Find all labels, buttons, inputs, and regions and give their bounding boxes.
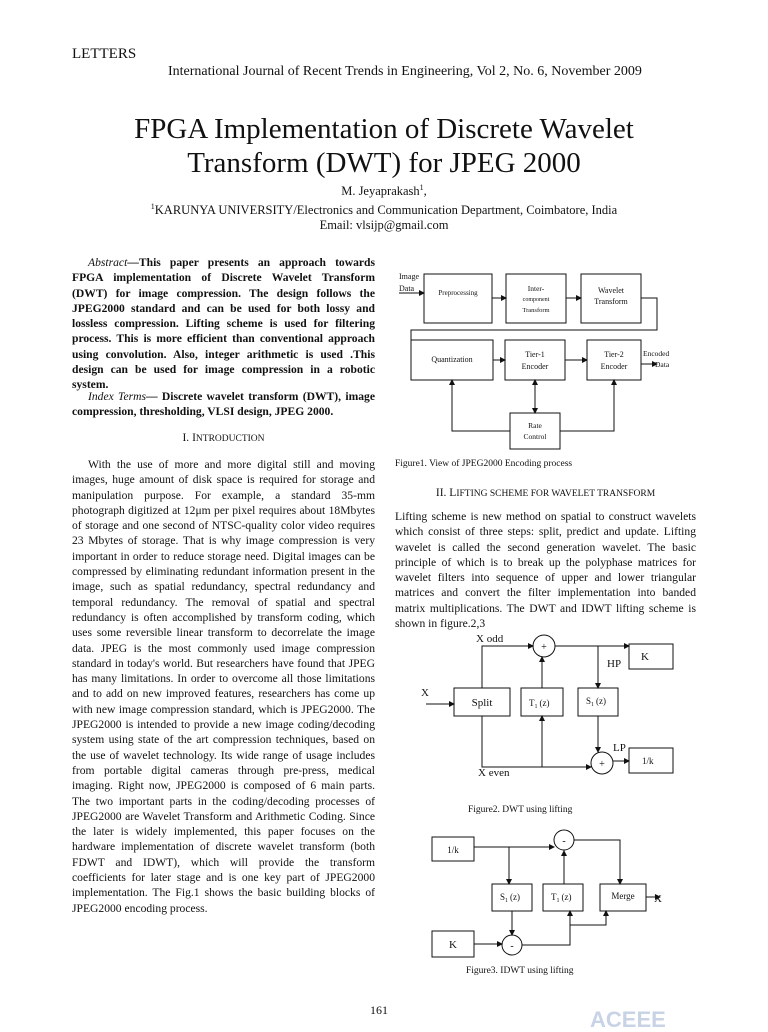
rate-control-box xyxy=(510,413,560,449)
fig1-inter-label-1: Inter- xyxy=(527,284,545,293)
lp-label: LP xyxy=(613,742,626,754)
section-title-rest: NTRODUCTION xyxy=(195,434,265,444)
fig1-tier2-label-1: Tier-2 xyxy=(604,350,624,359)
fig1-wavelet-label-1: Wavelet xyxy=(597,286,625,295)
section-first-letter: I xyxy=(192,432,196,444)
fig1-tier1-label-2: Encoder xyxy=(521,362,549,371)
fig1-wavelet-label-2: Transform xyxy=(594,297,628,306)
author-name: M. Jeyaprakash xyxy=(341,184,420,199)
fig1-inter-label-3: Transform xyxy=(522,307,550,314)
abstract-label: Abstract xyxy=(88,256,128,269)
index-terms xyxy=(72,389,375,420)
s1-label xyxy=(500,892,520,904)
figure-2-caption: Figure2. DWT using lifting xyxy=(468,805,573,815)
fig1-tier2-label-2: Encoder xyxy=(600,362,628,371)
t1-label xyxy=(529,698,550,710)
journal-header: International Journal of Recent Trends in Engineering, Vol 2, No. 6, November 2009 xyxy=(168,64,642,79)
affiliation: KARUNYA UNIVERSITY/Electronics and Communication Department, Coimbatore, India xyxy=(154,203,618,218)
t1-label xyxy=(551,892,572,904)
author-email: Email: vlsijp@gmail.com xyxy=(319,218,449,233)
x-odd-label: X odd xyxy=(476,633,504,645)
tier2-encoder-box xyxy=(587,340,641,380)
fig1-preprocessing-label: Preprocessing xyxy=(438,289,478,297)
inv-k-label: 1/k xyxy=(447,845,459,855)
section-title-rest: IFTING SCHEME FOR WAVELET TRANSFORM xyxy=(456,489,656,499)
page-number: 161 xyxy=(370,1003,388,1017)
figure-3-caption: Figure3. IDWT using lifting xyxy=(466,966,574,976)
author-superscript: 1 xyxy=(419,183,424,192)
section-number: II. xyxy=(435,487,450,499)
section-heading-lifting xyxy=(395,487,696,499)
plus-bottom-label: + xyxy=(599,759,605,770)
abstract-dash: — xyxy=(127,256,139,269)
s-symbol: S xyxy=(586,696,592,706)
k-box xyxy=(629,644,673,669)
index-terms-dash: — xyxy=(145,390,162,403)
s-symbol: S xyxy=(500,892,506,902)
section-heading-introduction xyxy=(72,432,375,444)
lifting-paragraph: Lifting scheme is new method on spatial to construct wavelets which consist of three steps: split, predict and update. Lifting wavelet is called the second generation wavelet. The basic principle of which is to break up the polyphase matrices for wavelet filters into sequence of upper and lower triangular matrices and convert the filter implementation into banded matrix multiplications. The DWT and IDWT lifting scheme is shown in figure.2,3 xyxy=(395,510,696,631)
s-argument: (z) xyxy=(510,892,521,902)
minus-bottom-label: - xyxy=(510,941,514,952)
k-label: K xyxy=(641,651,649,663)
figure-1-diagram xyxy=(395,268,696,454)
abstract xyxy=(72,255,375,393)
fig1-output-label-2: Data xyxy=(655,360,670,369)
publisher-logo: ACEEE xyxy=(590,1007,666,1032)
affiliation-line xyxy=(40,199,728,218)
t-symbol: T xyxy=(551,892,557,902)
t-argument: (z) xyxy=(539,698,550,708)
index-terms-text: Discrete wavelet transform (DWT), image compression, thresholding, VLSI design, JPEG 2000. xyxy=(72,390,375,419)
section-first-letter: L xyxy=(449,487,457,499)
figure-2-diagram xyxy=(414,630,696,780)
s-subscript: 1 xyxy=(505,898,509,904)
k-label: K xyxy=(449,939,457,951)
x-input-label: X xyxy=(421,687,429,699)
author-name-suffix: , xyxy=(423,184,427,199)
figure-3-diagram xyxy=(430,825,696,965)
t-subscript: 1 xyxy=(534,704,538,710)
figure-1-caption: Figure1. View of JPEG2000 Encoding process xyxy=(395,459,573,469)
fig1-rate-label-2: Control xyxy=(523,432,547,441)
split-label: Split xyxy=(471,697,493,709)
merge-label: Merge xyxy=(611,891,635,901)
t-symbol: T xyxy=(529,698,535,708)
t-subscript: 1 xyxy=(556,898,560,904)
abstract-text: This paper presents an approach towards FPGA implementation of Discrete Wavelet Transform (DWT) for image compression. The design follows the JPEG2000 standard and can be used for both lossy and lossless compression. Lifting scheme is used for filtering process. This is more efficient than conventional approach using convolution. Also, integer arithmetic is used .This design can be used for image compression in a robotic system. xyxy=(72,256,375,392)
preprocessing-box xyxy=(424,274,492,323)
plus-top-label: + xyxy=(541,642,547,653)
author-name-line xyxy=(40,180,728,199)
fig1-input-label-2: Data xyxy=(399,284,415,293)
introduction-paragraph: With the use of more and more digital still and moving images, huge amount of disk space is required for storage and manipulation purpose. For example, a standard 35-mm photograph digitized at 12μm per pixel requires about 18Mbytes of storage and one second of NTSC-quality color video requires 23 Mbytes of storage. That is why image compression is very important in order to reduce storage need. Digital images can be compressed by eliminating redundant information present in the image, such as spatial redundancy, spectral redundancy and temporal redundancy. The removal of spatial and spectral redundancy is often accomplished by transform coding, which uses some reversible linear transform to decorrelate the image data. JPEG is the most commonly used image compression standard in today's world. But researchers have found that JPEG has many limitations. In order to overcome all those limitations and to add on new improved features, researchers has come up with new image compression standard, which is JPEG2000. The JPEG2000 is intended to provide a new image coding/decoding system using state of the art compression techniques, based on the use of wavelet technology. Its wide range of usage includes from portable digital cameras through pre-press, medical imaging. Right now, JPEG2000 is composed of 6 main parts. The two important parts in the coding/decoding processes of JPEG2000 are Wavelet Transform and Arithmetic Coding. Since the later is widely implemented, this paper focuses on the hardware implementation of discrete wavelet transform (both FDWT and IDWT), which will provide the transform coefficients for later stage and is one key part of JPEG2000 implementation. The Fig.1 shows the basic building blocks of JPEG2000 encoding process. xyxy=(72,458,375,915)
index-terms-label: Index Terms xyxy=(88,390,146,403)
title-line-2: Transform (DWT) for JPEG 2000 xyxy=(187,147,581,179)
fig1-inter-label-2: component xyxy=(522,297,550,303)
fig1-input-label-1: Image xyxy=(399,272,419,281)
section-number: I. xyxy=(182,432,193,444)
section-label: LETTERS xyxy=(72,46,137,62)
hp-label: HP xyxy=(607,658,622,670)
paper-title xyxy=(40,112,728,180)
t-argument: (z) xyxy=(561,892,572,902)
s-argument: (z) xyxy=(596,696,607,706)
fig1-quantization-label: Quantization xyxy=(431,355,473,364)
fig1-output-label-1: Encoded xyxy=(643,349,670,358)
minus-top-label: - xyxy=(562,836,566,847)
title-line-1: FPGA Implementation of Discrete Wavelet xyxy=(134,113,634,145)
s-subscript: 1 xyxy=(591,702,595,708)
x-even-label: X even xyxy=(478,767,510,779)
fig1-tier1-label-1: Tier-1 xyxy=(525,350,545,359)
tier1-encoder-box xyxy=(505,340,565,380)
fig1-rate-label-1: Rate xyxy=(528,421,542,430)
author-block xyxy=(40,180,728,233)
s1-label xyxy=(586,696,606,708)
inv-k-label: 1/k xyxy=(642,756,654,766)
x-output-label: X xyxy=(654,893,662,905)
affiliation-superscript: 1 xyxy=(150,202,155,212)
